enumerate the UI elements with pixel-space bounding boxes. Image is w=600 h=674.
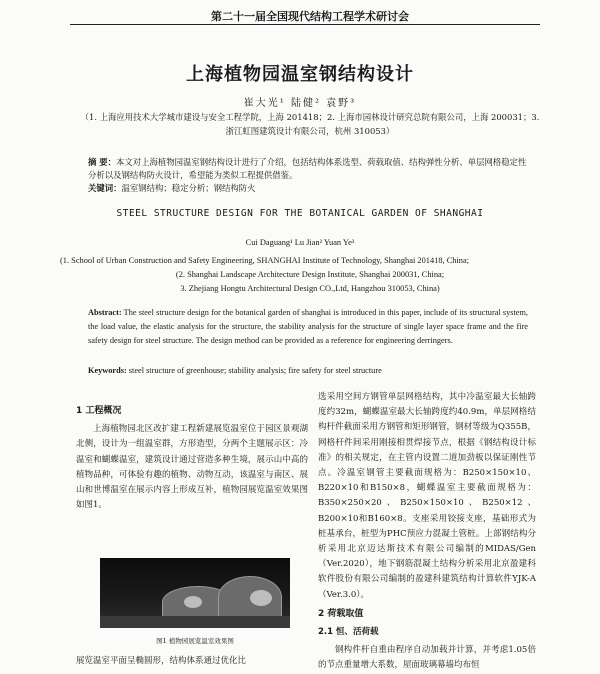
affiliation-line: 3. Zhejiang Hongtu Architectural Design CO.,Ltd, Hangzhou 310053, China) — [180, 284, 440, 293]
abstract-chinese — [88, 156, 528, 182]
title-english: STEEL STRUCTURE DESIGN FOR THE BOTANICAL GARDEN OF SHANGHAI — [116, 208, 484, 219]
section-paragraph: 上海植物园北区改扩建工程新建展览温室位于园区景观湖北侧，设计为一组温室群，方形造型，分两个主题展示区：冷温室和蝴蝶温室，建筑设计通过营造多种生境，展示山中高的植物品种，可体验有趣的植物、动物互动，该温室与南区、展山和世博温室在展示内容上形成互补，植物园展览温室效果图如图1。 — [76, 424, 308, 511]
affiliation-line: (2. Shanghai Landscape Architecture Design Institute, Shanghai 200031, China; — [175, 270, 445, 279]
light-glow — [184, 596, 202, 608]
left-column — [76, 404, 308, 513]
figure-caption: 图1 植物园展览温室效果图 — [156, 637, 234, 645]
title-chinese: 上海植物园温室钢结构设计 — [186, 64, 414, 85]
subsection-heading: 2.1 恒、活荷载 — [318, 627, 379, 638]
abstract-text: 本文对上海植物园温室钢结构设计进行了介绍，包括结构体系选型、荷载取值、结构弹性分析、单层网格稳定性分析以及钢结构防火设计，希望能为类似工程提供借鉴。 — [88, 157, 527, 180]
running-header: 第二十一届全国现代结构工程学术研讨会 — [211, 10, 409, 23]
keywords-chinese — [88, 182, 528, 194]
keywords-text: 温室钢结构；稳定分析；钢结构防火 — [121, 183, 256, 193]
keywords-text: steel structure of greenhouse; stability analysis; fire safety for steel structure — [128, 366, 382, 375]
authors-english: Cui Daguang¹ Lu Jian² Yuan Ye³ — [245, 238, 355, 247]
abstract-text: The steel structure design for the botanical garden of shanghai is introduced in this paper, include of its structural system, the load value, the elastic analysis for the structure, the stability analysis for the structure of single layer space frame and the fire safety design for steel structure. The design method can be provided as a reference for engineering derringers. — [88, 308, 528, 345]
affiliation-line: 浙江虹图建筑设计有限公司，杭州 310053） — [225, 126, 395, 136]
authors-chinese: 崔大光¹ 陆健² 袁野³ — [243, 98, 357, 109]
keywords-label: Keywords: — [88, 366, 127, 375]
section-paragraph: 选采用空间方钢管单层网格结构，其中冷温室最大长轴跨度约32m，蝴蝶温室最大长轴跨度约40.9m，单层网格结构杆件截面采用方钢管和矩形钢管，钢材等级为Q355B，网格杆件间采用刚接相贯焊接节点，根据《钢结构设计标准》的相关规定，在主管内设置二道加劲板以保证刚性节点。冷温室钢管主要截面规格为：B250×150×10、B220×10和B150×8，蝴蝶温室主要截面规格为：B350×250×20、B250×150×10、B250×12、B200×10和B160×8。支座采用铰接支座，基础形式为桩基承台，桩型为PHC预应力混凝土管桩。上部钢结构分析采用北京迈达斯技术有限公司编制的MIDAS/Gen（Ver.2020），地下钢筋混凝土结构分析采用北京盈建科软件股份有限公司编制的盈建科建筑结构计算软件YJK-A（Ver.3.0）。 — [318, 392, 536, 600]
right-column — [318, 390, 536, 674]
affiliation-line: (1. School of Urban Construction and Safety Engineering, SHANGHAI Institute of Technology, Shanghai 201418, China; — [60, 256, 470, 265]
affiliation-line: （1. 上海应用技术大学城市建设与安全工程学院，上海 201418；2. 上海市园林设计研究总院有限公司，上海 200031；3. — [80, 112, 540, 122]
affiliations-chinese — [60, 110, 560, 138]
keywords-label: 关键词： — [88, 183, 122, 193]
header-rule — [70, 24, 540, 25]
section-paragraph: 钢构件杆自重由程序自动加载并计算，并考虑1.05倍的节点重量增大系数，屋面玻璃幕墙均布恒 — [318, 645, 536, 671]
water-reflection — [100, 616, 290, 628]
section-heading: 2 荷载取值 — [318, 608, 364, 619]
abstract-label: Abstract: — [88, 308, 122, 317]
left-column-continuation: 展览温室平面呈椭圆形，结构体系通过优化比 — [76, 656, 247, 666]
abstract-label: 摘 要： — [88, 157, 117, 167]
section-heading: 1 工程概况 — [76, 406, 122, 416]
affiliations-english — [60, 254, 560, 296]
keywords-english — [88, 366, 528, 375]
light-glow — [250, 590, 272, 606]
greenhouse-rendering-image — [100, 558, 290, 628]
abstract-english — [88, 306, 528, 348]
